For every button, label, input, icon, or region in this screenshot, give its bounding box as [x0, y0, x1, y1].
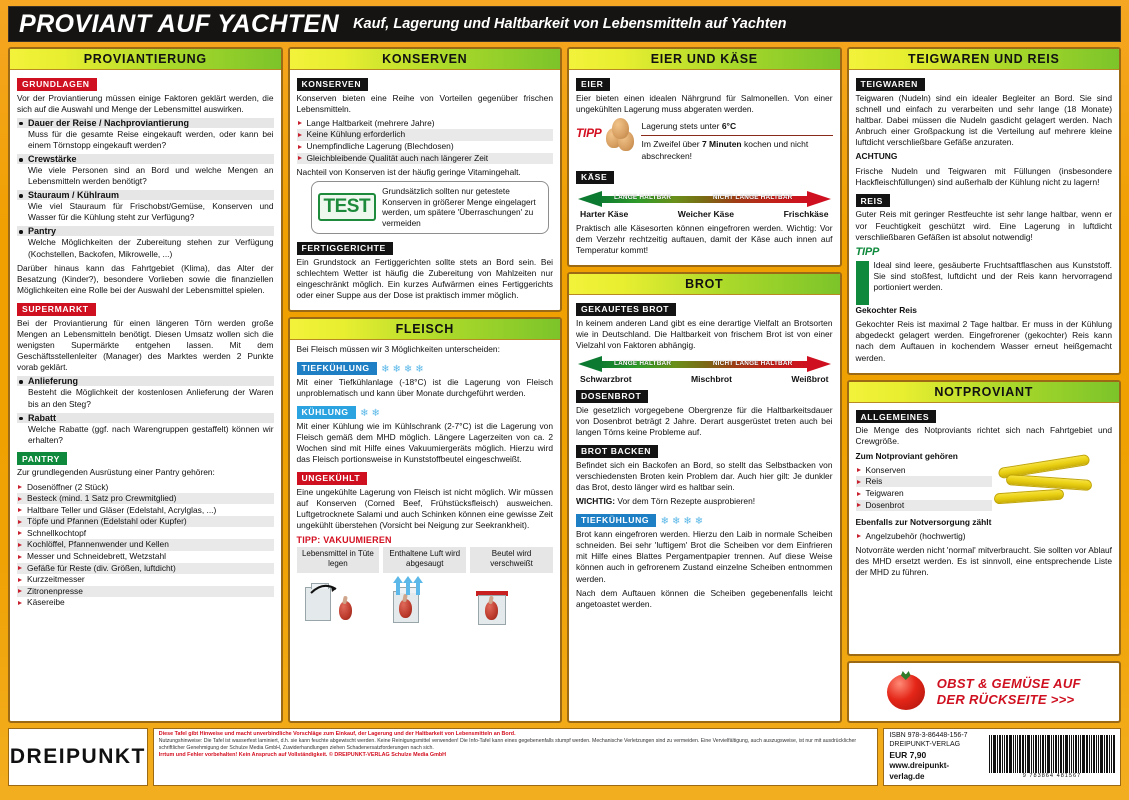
brot-haltbarkeit-scale [578, 356, 831, 384]
vacuum-suction-icon [383, 575, 466, 629]
card-teigwaren-und-reis [847, 47, 1122, 375]
teigwaren-achtung-label: ACHTUNG [855, 151, 898, 162]
konserven-intro: Konserven bieten eine Reihe von Vorteilen gegenüber frischen Lebensmitteln. [296, 92, 553, 114]
warning-label: WICHTIG: [576, 496, 616, 507]
list-item: Gefäße für Reste (div. Größen, luftdicht) [17, 563, 274, 574]
card-body-brot [569, 295, 840, 615]
snowflake-icon: ❄❄ [360, 408, 383, 420]
snowflake-icon: ❄❄❄❄ [660, 516, 707, 528]
card-proviantierung [8, 47, 283, 723]
backside-banner-text [937, 676, 1081, 709]
card-title-proviantierung: PROVIANTIERUNG [10, 49, 281, 70]
card-body-teigwaren-und-reis [849, 70, 1120, 369]
chip-teigwaren: TEIGWAREN [856, 78, 925, 91]
column-proviantierung [8, 47, 283, 723]
card-title-notproviant: NOTPROVIANT [849, 382, 1120, 403]
card-body-notproviant [849, 403, 1120, 584]
fleisch-kuehlung-row [297, 402, 554, 421]
backside-banner[interactable] [847, 661, 1122, 723]
card-body-proviantierung [10, 70, 281, 614]
green-accent-bar [856, 261, 869, 305]
supermarkt-list [17, 376, 274, 445]
tipp-line1-bold: 6°C [721, 120, 737, 131]
brot-backen-warning [576, 496, 833, 507]
grundlagen-list [17, 118, 274, 260]
page-title: PROVIANT AUF YACHTEN [19, 9, 340, 38]
card-brot [567, 272, 842, 723]
isbn-block [883, 728, 1121, 786]
vakuumieren-tip-title: TIPP: VAKUUMIEREN [296, 534, 392, 545]
list-item: Zitronenpresse [17, 586, 274, 597]
reis-text: Guter Reis mit geringer Restfeuchte ist sehr lange haltbar, wenn er vor Feuchtigkeit geschützt wird. Eine Lagerung in luftdicht verschließbaren Gefäßen ist absolut notwendig! [855, 209, 1112, 242]
barcode-icon [989, 735, 1115, 773]
brot-auftauen-text: Nach dem Auftauen können die Scheiben gegebenenfalls leicht angetoastet werden. [576, 587, 833, 609]
item-head: Anlieferung [17, 376, 274, 386]
item-head: Stauraum / Kühlraum [17, 190, 274, 200]
vakuumieren-step [297, 547, 380, 629]
scale-left-label: LANGE HALTBAR [614, 359, 672, 367]
arrow-right-icon [807, 191, 831, 207]
scale-right-label: NICHT LANGE HALTBAR [712, 359, 793, 367]
publisher-name: DREIPUNKT-VERLAG [889, 741, 961, 749]
list-item: Besteck (mind. 1 Satz pro Crewmitglied) [17, 493, 274, 504]
list-item [17, 226, 274, 259]
isbn-number: ISBN 978-3-86448-156-7 [889, 732, 968, 740]
pantry-intro: Zur grundlegenden Ausrüstung einer Pantry gehören: [17, 467, 215, 478]
item-desc: Welche Möglichkeiten der Zubereitung stehen zur Verfügung (Kochstellen, Backofen, Mikrowelle, ...) [28, 237, 274, 259]
bag-with-meat-icon [297, 575, 380, 629]
test-callout-text: Grundsätzlich sollten nur getestete Konserven in größerer Menge eingelagert werden, um spätere 'Überraschungen' zu vermeiden [382, 185, 536, 229]
barcode-wrap [989, 735, 1115, 779]
list-item: Messer und Schneidebrett, Wetzstahl [17, 551, 274, 562]
card-body-eier-und-kaese [569, 70, 840, 261]
scale-tick: Weißbrot [791, 374, 829, 385]
scale-tick-labels [578, 208, 831, 219]
legal-gray-text: Nutzungshinweise: Die Tafel ist wasserfest laminiert, d.h. sie kann feuchte abgewischt werden. Keine Reinigungsmittel verwenden! Die Info-Tafel kann eines gegebenenfalls stumpf werden. Mechanische Verletzungen sind zu vermeiden. Eine Vervielfältigung, auch auszugsweise, ist nur mit ausdrücklicher schriftlicher Genehmigung der Schulze Media GmbH, Zuwiderhandlungen ziehen Schadenersatzforderungen nach sich. [158, 738, 857, 752]
konserven-test-callout [311, 181, 550, 234]
item-desc: Muss für die gesamte Reise eingekauft werden, oder kann bei einem Törnstopp eingekauft werden? [28, 128, 274, 150]
eier-tipp [576, 118, 833, 163]
sealed-bag-icon [470, 575, 553, 629]
tipp-line-1 [641, 120, 832, 133]
tipp-line-2 [641, 138, 832, 164]
gekochter-reis-text: Gekochter Reis ist maximal 2 Tage haltbar. Er muss in der Kühlung abgedeckt gelagert werden. Eingefrorener (gekochter) Reis kann nach dem Auftauen in kochendem Wasser erneut heißgemacht werden. [855, 319, 1112, 363]
fleisch-intro: Bei Fleisch müssen wir 3 Möglichkeiten unterscheiden: [296, 344, 500, 355]
snowflake-icon: ❄❄❄❄ [381, 364, 427, 376]
vakuumieren-steps [297, 547, 554, 629]
noodles-icon [992, 451, 1112, 517]
gekauftes-brot-text: In keinem anderen Land gibt es eine derartige Vielfalt an Brotsorten wie in Deutschland. Die Haltbarkeit von frischem Brot ist von einer Vielzahl von Faktoren abhängig. [576, 317, 833, 350]
chip-konserven: KONSERVEN [297, 78, 369, 91]
kaese-haltbarkeit-scale [578, 191, 831, 219]
kaese-outro: Praktisch alle Käsesorten können eingefroren werden. Wichtig: Vor dem Verzehr rechtzeitig auftauen, damit der Käse auch innen auf Temperatur kommt! [576, 222, 833, 255]
list-item: Kurzzeitmesser [17, 574, 274, 585]
chip-ungekuehlt: UNGEKÜHLT [297, 472, 368, 485]
item-head: Crewstärke [17, 154, 274, 164]
scale-tick: Frischkäse [783, 208, 829, 219]
item-head: Rabatt [17, 413, 274, 423]
backside-line-1: OBST & GEMÜSE AUF [936, 675, 1081, 691]
card-title-eier-und-kaese: EIER UND KÄSE [569, 49, 840, 70]
backside-line-2: DER RÜCKSEITE >>> [936, 692, 1075, 707]
list-item [17, 376, 274, 409]
tipp-line1-pre: Lagerung stets unter [641, 120, 722, 131]
scale-right-label: NICHT LANGE HALTBAR [712, 194, 793, 202]
column-eier-kaese-brot [567, 47, 842, 723]
card-body-konserven [290, 70, 561, 306]
gekochter-reis-head: Gekochter Reis [855, 304, 917, 315]
card-fleisch [288, 317, 563, 723]
list-item [17, 154, 274, 187]
list-item: Gleichbleibende Qualität auch nach längerer Zeit [297, 153, 554, 164]
test-badge: TEST [318, 193, 377, 221]
reis-tipp-text: Ideal sind leere, gesäuberte Fruchtsaftflaschen aus Kunststoff. Sie sind stoßfest, luftdicht und der Reis kann hervorragend portioniert werden. [873, 259, 1112, 293]
notproviant-list-head: Zum Notproviant gehören [855, 450, 958, 461]
chip-allgemeines: ALLGEMEINES [856, 410, 937, 423]
chip-reis: REIS [856, 194, 890, 207]
list-item [17, 118, 274, 151]
card-konserven [288, 47, 563, 312]
list-item: Käsereibe [17, 597, 274, 608]
card-body-fleisch [290, 340, 561, 630]
chip-kaese: KÄSE [576, 171, 614, 184]
arrow-left-icon [578, 356, 602, 372]
list-item: Unempfindliche Lagerung (Blechdosen) [297, 141, 554, 152]
scale-tick: Schwarzbrot [580, 374, 632, 385]
notproviant-list-and-icon [856, 451, 1113, 517]
fleisch-tiefkuehlung-row [297, 358, 554, 377]
step-caption: Lebensmittel in Tüte legen [297, 547, 380, 573]
logo-text: DREIPUNKT [9, 745, 146, 768]
tipp-line2-post: kochen und nicht abschrecken! [641, 138, 809, 162]
item-desc: Wie viel Stauraum für Frischobst/Gemüse, Konserven und Wasser für die Kühlung steht zur Verfügung? [28, 201, 274, 223]
chip-kuehlung: KÜHLUNG [297, 406, 356, 419]
konserven-advantages-list [297, 118, 554, 164]
teigwaren-text: Teigwaren (Nudeln) sind ein idealer Begleiter an Bord. Sie sind schnell und einfach zu verarbeiten und sehr lange (18 Monate) haltbar. Dabei müssen die Nudeln gasdicht gelagert werden. Nach Anbruch einer Großpackung ist die Verteilung auf mehrere kleine luftdicht verschließbare Gefäße anzuraten. [855, 92, 1112, 148]
tipp-lines [641, 118, 832, 163]
pantry-equipment-list [17, 482, 274, 609]
poster-header [8, 6, 1121, 42]
isbn-lines [889, 731, 983, 783]
scale-tick: Weicher Käse [677, 208, 735, 219]
chip-tiefkuehlung-brot: TIEFKÜHLUNG [576, 514, 656, 527]
list-item [17, 190, 274, 223]
tipp-divider [641, 135, 832, 136]
list-item: Reis [856, 476, 993, 487]
chip-gekauftes-brot: GEKAUFTES BROT [576, 303, 676, 316]
ungekuehlt-text: Eine ungekühlte Lagerung von Fleisch ist nicht möglich. Wir müssen auf Konserven (Corned Beef, Frühstücksfleisch) ausweichen. Luftgetrocknete Salami und auch Schinken können eine gewisse Zeit ungekühlt überstehen (Vorsicht bei Neigung zur Seekrankheit). [296, 486, 553, 531]
tipp-line2-bold: 7 Minuten [701, 138, 742, 149]
column-teigwaren-notproviant [847, 47, 1122, 723]
item-head: Dauer der Reise / Nachproviantierung [17, 118, 274, 128]
tomato-icon [887, 674, 925, 710]
card-title-fleisch: FLEISCH [290, 319, 561, 340]
list-item: Töpfe und Pfannen (Edelstahl oder Kupfer) [17, 516, 274, 527]
brot-backen-text: Befindet sich ein Backofen an Bord, so stellt das Selbstbacken von verschiedensten Broten kein Problem dar. Auch hier gilt: Je dunkler das Brot, desto länger wird es haltbar sein. [576, 459, 833, 492]
teigwaren-achtung-text: Frische Nudeln und Teigwaren mit Füllungen (insbesondere Hackfleischfüllungen) sind außerhalb der Kühlung nicht zu lagern! [855, 165, 1112, 187]
page-subtitle: Kauf, Lagerung und Haltbarkeit von Lebensmitteln auf Yachten [353, 16, 787, 32]
publisher-logo [8, 728, 148, 786]
card-title-brot: BROT [569, 274, 840, 295]
grundlagen-outro: Darüber hinaus kann das Fahrtgebiet (Klima), das Alter der Besatzung (Kinder?), besondere Vorlieben sowie die finanziellen Möglichkeiten eine Rolle bei der Auswahl der Lebensmittel spielen. [17, 262, 274, 295]
list-item: Konserven [856, 465, 993, 476]
supermarkt-intro: Bei der Proviantierung für einen längeren Törn werden große Mengen an Lebensmitteln benötigt. Diesen Umsatz wollen sich die wenigsten Supermärkte entgehen lassen. Mit dem Geschäftsstellenleiter (Manager) des Marktes werden 2 Punkte vorab geklärt. [17, 317, 274, 373]
vakuumieren-step [383, 547, 466, 629]
item-head: Pantry [17, 226, 274, 236]
item-desc: Besteht die Möglichkeit der kostenlosen Anlieferung der Waren bis an den Steg? [28, 387, 274, 409]
tiefkuehlung-text: Mit einer Tiefkühlanlage (-18°C) ist die Lagerung von Fleisch unproblematisch und kann über Monate durchgeführt werden. [296, 376, 553, 399]
konserven-outro: Nachteil von Konserven ist der häufig geringe Vitamingehalt. [296, 166, 521, 177]
step-caption: Beutel wird verschweißt [470, 547, 553, 573]
barcode-number: 9 783864 481567 [1022, 773, 1082, 779]
grundlagen-intro: Vor der Proviantierung müssen einige Faktoren geklärt werden, die sich auf die Auswahl und Menge der Lebensmittel auswirken. [17, 92, 274, 114]
content-columns [8, 47, 1121, 723]
legal-red-top: Diese Tafel gibt Hinweise und macht unverbindliche Vorschläge zum Einkauf, der Lagerung und der Haltbarkeit von Lebensmitteln an Bord. [158, 731, 516, 737]
notvorraete-text: Notvorräte werden nicht 'normal' mitverbraucht. Sie sollten vor Ablauf des MHD ersetzt werden. Es ist sinnvoll, eine entsprechende Liste der MHD zu führen. [855, 544, 1112, 578]
chip-fertiggerichte: FERTIGGERICHTE [297, 242, 393, 255]
eier-intro: Eier bieten einen idealen Nährgrund für Salmonellen. Von einer ungekühlten Lagerung muss abgeraten werden. [576, 92, 833, 114]
chip-supermarkt: SUPERMARKT [17, 303, 96, 316]
step-caption: Enthaltene Luft wird abgesaugt [383, 547, 466, 573]
list-item: Teigwaren [856, 488, 993, 499]
brot-tiefkuehlung-text: Brot kann eingefroren werden. Hierzu den Laib in normale Scheiben schneiden. Bei sehr 'luftigem' Brot die Scheiben vor dem Einfrieren mit Hilfe eines Blattes Pergamentpapier trennen. Auf diese Weise können auch in gefrorenem Zustand einzelne Scheiben entnommen werden. [576, 528, 833, 584]
scale-left-label: LANGE HALTBAR [614, 194, 672, 202]
card-eier-und-kaese [567, 47, 842, 267]
chip-eier: EIER [576, 78, 610, 91]
list-item: Keine Kühlung erforderlich [297, 129, 554, 140]
tipp-label: TIPP [576, 125, 602, 140]
chip-tiefkuehlung: TIEFKÜHLUNG [297, 362, 377, 375]
item-desc: Welche Rabatte (ggf. nach Warengruppen gestaffelt) können wir erhalten? [28, 423, 274, 445]
vakuumieren-step [470, 547, 553, 629]
reis-tipp-label: TIPP [855, 245, 880, 258]
list-item: Dosenöffner (2 Stück) [17, 482, 274, 493]
kuehlung-text: Mit einer Kühlung wie im Kühlschrank (2-7°C) ist die Lagerung von Fleisch gemäß dem MHD möglich. Längere Lagerzeiten von ca. 2 Wochen sind mit Hilfe eines Vakuumiergeräts möglich. Hierzu wird das Fleisch portionsweise in Kunststoffbeutel eingeschweißt. [296, 420, 553, 465]
item-desc: Wie viele Personen sind an Bord und welche Mengen an Lebensmitteln werden benötigt? [28, 165, 274, 187]
tipp-line2-pre: Im Zweifel über [641, 138, 702, 149]
warning-text: Vor dem Törn Rezepte ausprobieren! [615, 496, 756, 507]
chip-pantry: PANTRY [17, 452, 67, 465]
legal-red-bottom: Irrtum und Fehler vorbehalten! Kein Anspruch auf Vollständigkeit. © DREIPUNKT-VERLAG Schulze Media GmbH [158, 752, 447, 759]
dosenbrot-text: Die gesetzlich vorgegebene Obergrenze für die Haltbarkeitsdauer von Dosenbrot beträgt 2 Jahre. Derart ausgerüstet treten auch bei langen Törns keine Probleme auf. [576, 404, 833, 437]
column-konserven-fleisch [288, 47, 563, 723]
eggs-icon [606, 118, 636, 152]
list-item: Dosenbrot [856, 500, 993, 511]
brot-tiefkuehlung-row [576, 510, 833, 529]
publisher-url[interactable]: www.dreipunkt-verlag.de [889, 761, 950, 782]
notversorgung-items [856, 531, 1113, 542]
notproviant-items [856, 465, 993, 511]
legal-notice [153, 728, 879, 786]
card-title-teigwaren-und-reis: TEIGWAREN UND REIS [849, 49, 1120, 70]
list-item: Haltbare Teller und Gläser (Edelstahl, Acrylglas, ...) [17, 505, 274, 516]
card-notproviant [847, 380, 1122, 656]
fertiggerichte-text: Ein Grundstock an Fertiggerichten sollte stets an Bord sein. Bei schlechtem Wetter ist häufig die Zubereitung von Mahlzeiten nur eingeschränkt möglich. Ein kurzes Aufwärmen eines Fertiggerichts oder einer Suppe aus der Dose ist praktisch immer möglich. [296, 256, 553, 301]
suction-arrows-icon [391, 575, 425, 597]
list-item: Angelzubehör (hochwertig) [856, 531, 1113, 542]
poster-footer [8, 728, 1121, 786]
price: EUR 7,90 [889, 749, 927, 760]
list-item: Kochlöffel, Pfannenwender und Kellen [17, 539, 274, 550]
list-item: Schnellkochtopf [17, 528, 274, 539]
chip-grundlagen: GRUNDLAGEN [17, 78, 97, 91]
scale-tick-labels [578, 373, 831, 384]
curved-arrow-icon [309, 581, 339, 597]
list-item: Lange Haltbarkeit (mehrere Jahre) [297, 118, 554, 129]
card-title-konserven: KONSERVEN [290, 49, 561, 70]
arrow-left-icon [578, 191, 602, 207]
scale-bar [578, 191, 831, 208]
notversorgung-list-head: Ebenfalls zur Notversorgung zählt [855, 516, 992, 527]
scale-bar [578, 356, 831, 373]
chip-dosenbrot: DOSENBROT [576, 390, 648, 403]
notproviant-list-wrap [856, 451, 993, 514]
arrow-right-icon [807, 356, 831, 372]
scale-tick: Harter Käse [580, 208, 629, 219]
reis-tipp-block [856, 260, 1113, 305]
list-item [17, 413, 274, 446]
scale-tick: Mischbrot [690, 374, 733, 385]
chip-brot-backen: BROT BACKEN [576, 445, 658, 458]
notproviant-intro: Die Menge des Notproviants richtet sich nach Fahrtgebiet und Crewgröße. [855, 425, 1112, 447]
